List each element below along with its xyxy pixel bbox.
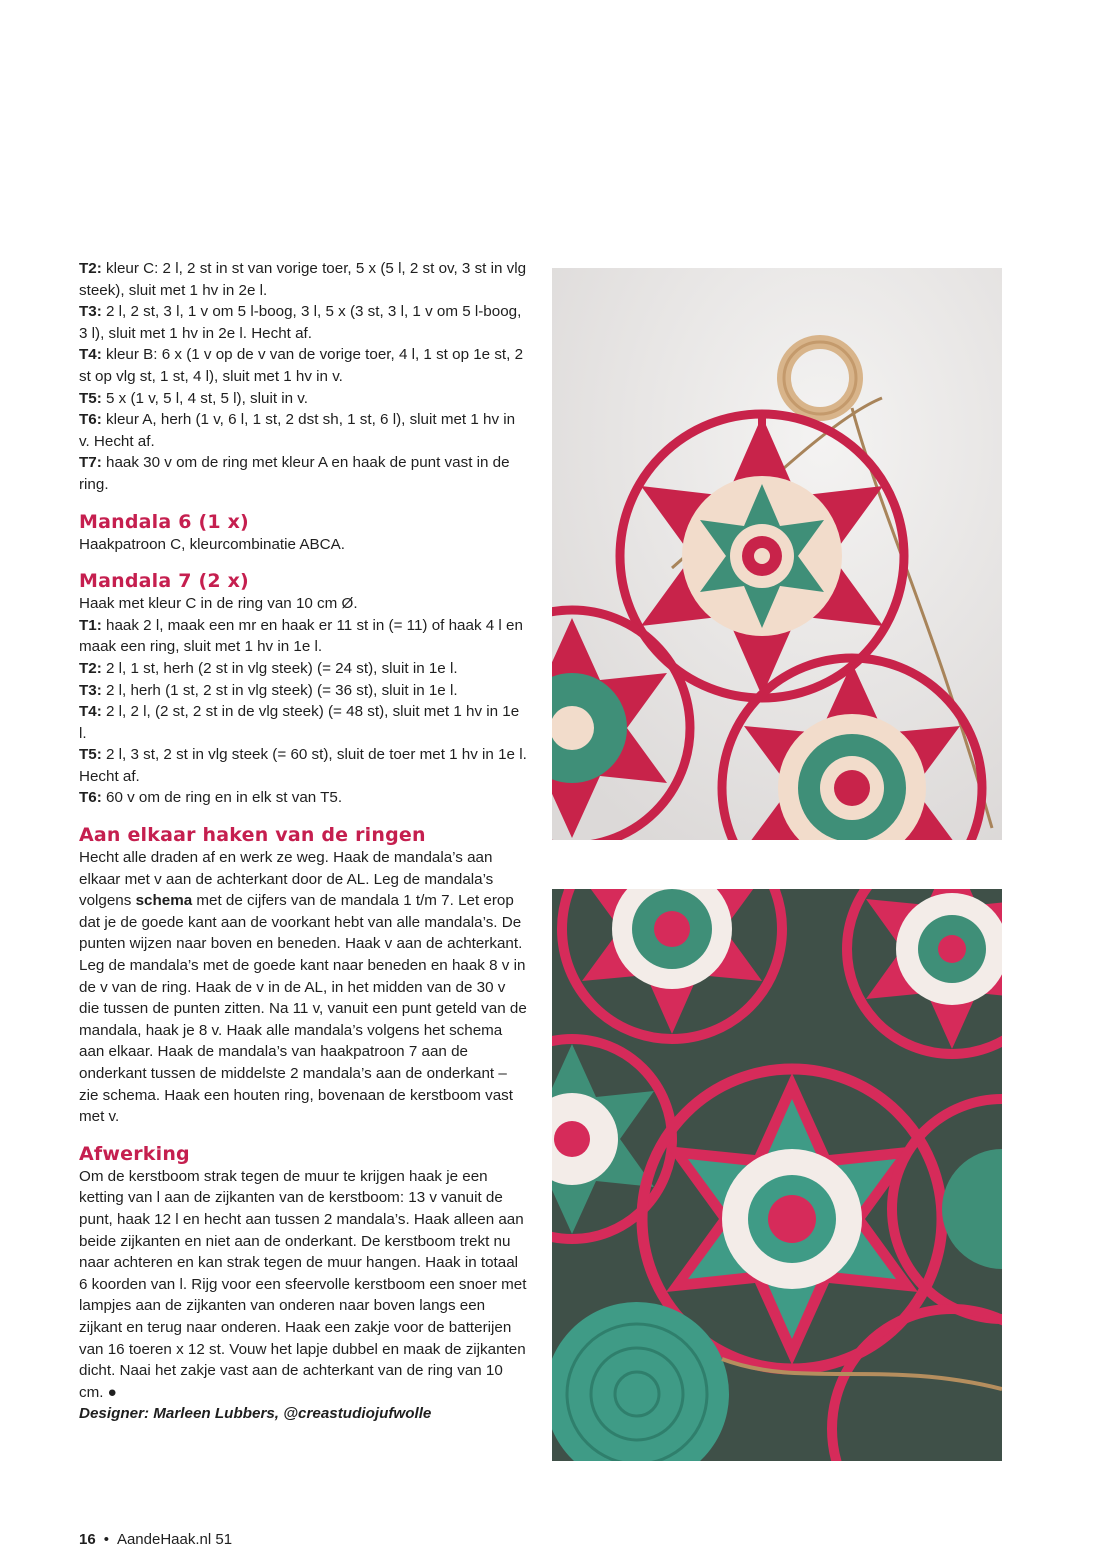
page-footer [79,1530,232,1550]
round-paragraph: T3: 2 l, 2 st, 3 l, 1 v om 5 l-boog, 3 l, 5 x (3 st, 3 l, 1 v om 5 l-boog, 3 l), sluit met 1 hv in 2e l. Hecht af. [79,303,522,342]
rings-text: Hecht alle draden af en werk ze weg. Haak de mandala’s aan elkaar met v aan de achterkant door de AL. Leg de mandala’s volgens schema met de cijfers van de mandala 1 t/m 7. Let erop dat je de goede kant aan de voorkant hebt van alle mandala’s. De punten wijzen naar boven en beneden. Haak v aan de achterkant. Leg de mandala’s met de goede kant naar beneden en haak 8 v in de v van de ring. Haak de v in de AL, in het midden van de 30 v die tussen de punten zitten. Na 11 v, vanuit een punt geteld van de mandala, haak je 8 v. Haak alle mandala’s volgens het schema aan elkaar. Haak de mandala’s van haakpatroon 7 aan de onderkant tussen de middelste 2 mandala’s aan de onderkant – zie schema. Haak een houten ring, bovenaan de kerstboom vast met v. [79,849,527,1126]
photo-mandala-hanging [552,268,1002,840]
round-paragraph: T4: kleur B: 6 x (1 v op de v van de vorige toer, 4 l, 1 st op 1e st, 2 st op vlg st, 1 st, 4 l), sluit met 1 hv in v. [79,346,524,385]
round-paragraph: T6: kleur A, herh (1 v, 6 l, 1 st, 2 dst sh, 1 st, 6 l), sluit met 1 hv in v. Hecht af. [79,411,516,450]
footer-bullet: • [103,1531,109,1548]
round-paragraph: T3: 2 l, herh (1 st, 2 st in vlg steek) (= 36 st), sluit in 1e l. [79,681,458,699]
round-paragraph: T2: kleur C: 2 l, 2 st in st van vorige toer, 5 x (5 l, 2 st ov, 3 st in vlg steek), sluit met 1 hv in 2e l. [79,260,527,299]
mandala6-text: Haakpatroon C, kleurcombinatie ABCA. [79,535,345,553]
mandala-photo-illustration [552,268,1002,840]
afwerking-text: Om de kerstboom strak tegen de muur te krijgen haak je een ketting van l aan de zijkanten van de kerstboom: 13 v vanuit de punt, haak 12 l en hecht aan tussen 2 mandala’s. Haak alleen aan beide zijkanten en niet aan de onderkant. De kerstboom trekt nu naar achteren en kan strak tegen de muur hangen. Haak in totaal 6 koorden van l. Rijg voor een sfeervolle kerstboom een snoer met lampjes aan de zijkanten van onderen naar boven langs een zijkant en terug naar onderen. Haak een zakje voor de batterijen van 16 toeren x 12 st. Vouw het lapje dubbel en maak de zijkanten dicht. Naai het zakje vast aan de achterkant van de ring van 10 cm. ● [79,1167,527,1401]
round-paragraph: T6: 60 v om de ring en in elk st van T5. [79,789,343,807]
afwerking-heading: Afwerking [79,1142,190,1165]
mandala6-heading: Mandala 6 (1 x) [79,510,249,533]
page-number: 16 [79,1531,96,1548]
round-paragraph: T4: 2 l, 2 l, (2 st, 2 st in de vlg steek) (= 48 st), sluit met 1 hv in 1e l. [79,703,520,742]
mandala7-heading: Mandala 7 (2 x) [79,570,249,593]
round-paragraph: T7: haak 30 v om de ring met kleur A en haak de punt vast in de ring. [79,454,510,493]
rounds-top [79,258,527,496]
round-paragraph: T2: 2 l, 1 st, herh (2 st in vlg steek) (= 24 st), sluit in 1e l. [79,659,458,677]
text-column [79,258,527,1425]
mandala7-intro: Haak met kleur C in de ring van 10 cm Ø. [79,595,358,613]
round-paragraph: T5: 5 x (1 v, 5 l, 4 st, 5 l), sluit in v. [79,389,308,407]
mandala-closeup-illustration [552,889,1002,1461]
photo-mandala-closeup [552,889,1002,1461]
magazine-name: AandeHaak.nl 51 [116,1531,233,1548]
round-paragraph: T1: haak 2 l, maak een mr en haak er 11 st in (= 11) of haak 4 l en maak een ring, sluit met 1 hv in 1e l. [79,616,523,656]
round-paragraph: T5: 2 l, 3 st, 2 st in vlg steek (= 60 st), sluit de toer met 1 hv in 1e l. Hecht af. [79,746,527,785]
schema-emphasis: schema [135,892,193,910]
rings-heading: Aan elkaar haken van de ringen [79,824,426,847]
designer-credit: Designer: Marleen Lubbers, @creastudiojufwolle [79,1405,432,1423]
